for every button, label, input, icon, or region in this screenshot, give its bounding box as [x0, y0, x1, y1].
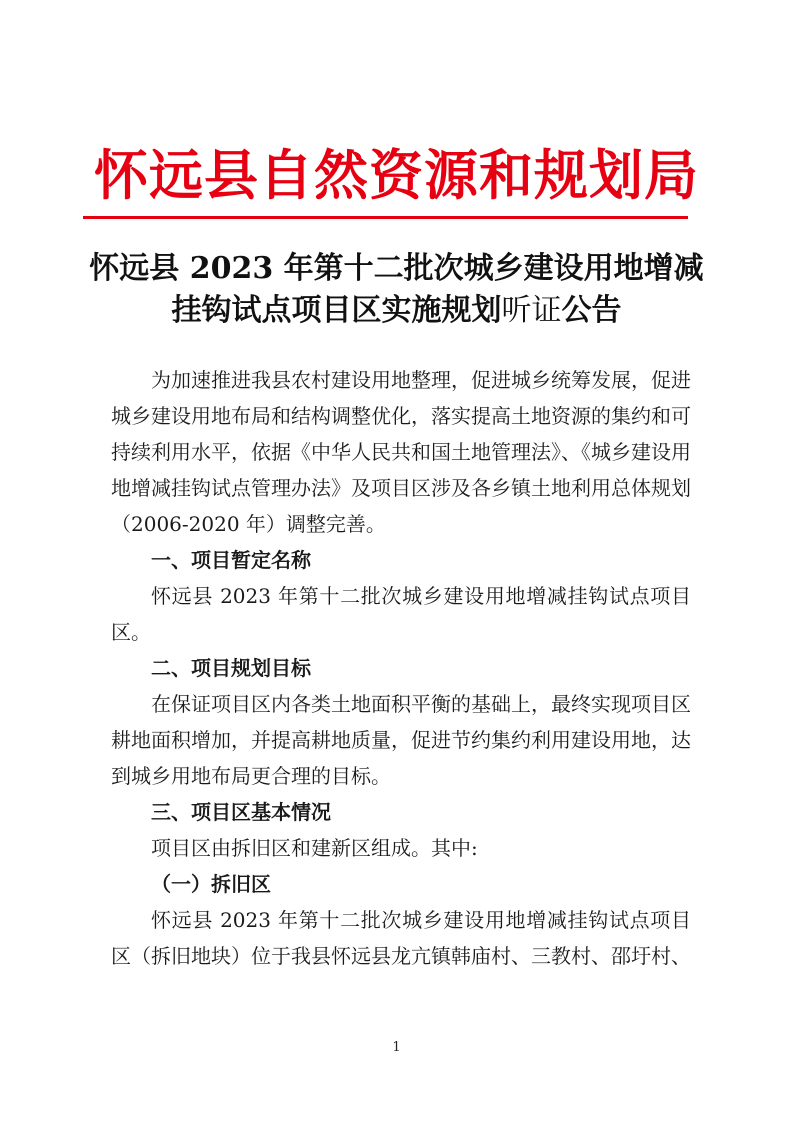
document-title-line-2-bold: 挂钩试点项目区实施规划 [171, 293, 502, 328]
subsection-1-paragraph: 怀远县 2023 年第十二批次城乡建设用地增减挂钩试点项目区（拆旧地块）位于我县怀远县龙亢镇韩庙村、三教村、邵圩村、 [111, 908, 691, 968]
intro-paragraph: 为加速推进我县农村建设用地整理，促进城乡统筹发展，促进城乡建设用地布局和结构调整优化，落实提高土地资源的集约和可持续利用水平，依据《中华人民共和国土地管理法》、《城乡建设用地增减挂钩试点管理办法》及项目区涉及各乡镇土地利用总体规划（2006-2020 年）调整完善。 [111, 368, 691, 536]
document-title-line-2 [0, 290, 793, 332]
agency-header-title: 怀远县自然资源和规划局 [94, 143, 699, 207]
page-number: 1 [392, 1040, 401, 1055]
document-title [0, 248, 793, 332]
document-title-line-1: 怀远县 2023 年第十二批次城乡建设用地增减 [89, 251, 704, 286]
header-red-rule [83, 216, 688, 219]
section-3-paragraph: 项目区由拆旧区和建新区组成。其中: [151, 836, 478, 860]
section-2-paragraph: 在保证项目区内各类土地面积平衡的基础上，最终实现项目区耕地面积增加，并提高耕地质量，促进节约集约利用建设用地，达到城乡用地布局更合理的目标。 [111, 692, 691, 788]
document-body [111, 362, 691, 974]
section-2-heading: 二、项目规划目标 [151, 656, 311, 680]
section-3-heading: 三、项目区基本情况 [151, 800, 331, 824]
subsection-1-heading: （一）拆旧区 [151, 872, 271, 896]
section-1-paragraph: 怀远县 2023 年第十二批次城乡建设用地增减挂钩试点项目区。 [111, 584, 691, 644]
section-1-heading: 一、项目暂定名称 [151, 548, 311, 572]
document-title-line-2-tail: 公告 [561, 293, 622, 328]
document-title-line-2-normal: 听证 [501, 293, 562, 328]
